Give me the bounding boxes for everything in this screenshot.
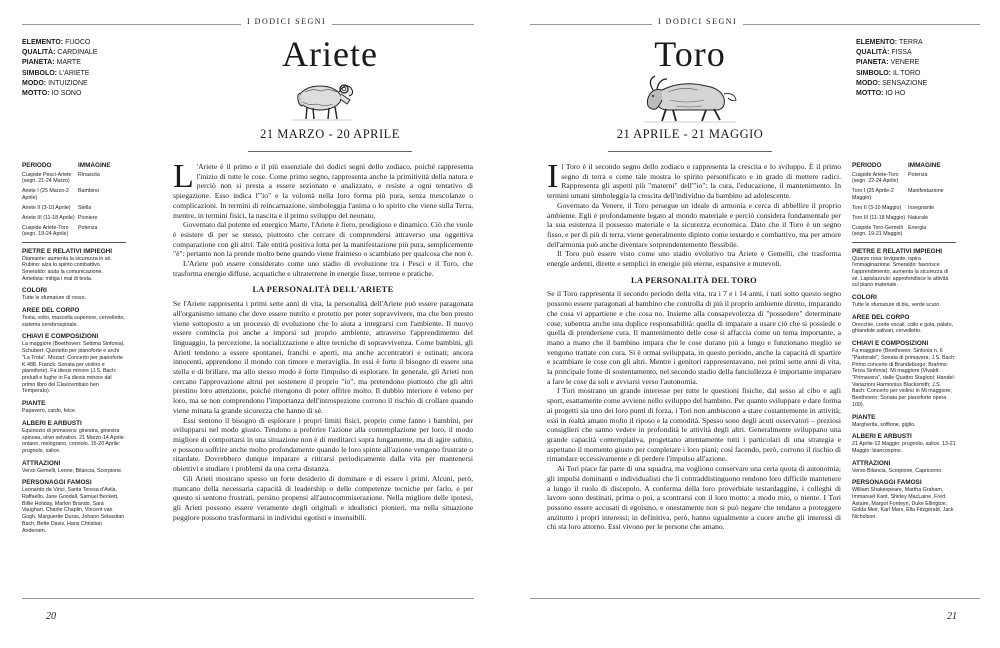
image-cell: Naturale	[908, 214, 929, 221]
sidebar-heading: PIETRE E RELATIVI IMPIEGHI	[852, 247, 943, 255]
sidebar-text: Equinozio di primavera: ginestra, ginestra spinosa, olivo selvatico. 21 Marzo-14 Aprile: ontano, melograno, corniolo. 15-20 Aprile: prugnolo, salice.	[22, 427, 126, 454]
intro-paragraph: Il Toro è il secondo segno dello zodiaco e rappresenta la crescita e lo sviluppo. È il primo segno di terra e come tale mostra lo spirito personificato e in grado di mettere radici. Rappresenta gli aspetti più "materni" dell'"io": la cura, l'educazione, il mantenimento. In termini umani simboleggia la crescita dell'individuo da bambino ad adolescente.	[547, 158, 841, 201]
intro-paragraph: Il Toro può essere visto come uno stadio evolutivo tra Ariete e Gemelli, che trasforma energie ardenti, dirette e semplici in energie più eterne, espansive e mutevoli.	[547, 249, 841, 269]
attr-motto: MOTTO: IO SONO	[22, 90, 82, 98]
sidebar-heading: ATTRAZIONI	[852, 459, 891, 467]
bull-icon	[640, 72, 740, 124]
page-number: 20	[46, 611, 56, 622]
attr-planet: PIANETA: VENERE	[856, 59, 920, 67]
header-rule	[530, 24, 980, 25]
page-number: 21	[947, 611, 957, 622]
sign-title: Ariete	[282, 34, 378, 74]
sidebar-heading: AREE DEL CORPO	[852, 313, 910, 321]
right-body-text	[547, 158, 841, 532]
attr-element: ELEMENTO: TERRA	[856, 39, 923, 46]
image-header: IMMAGINE	[78, 162, 111, 169]
drop-cap: L	[173, 158, 194, 195]
attr-symbol: SIMBOLO: L'ARIETE	[22, 69, 90, 77]
body-paragraph: Essi sentono il bisogno di esplorare i propri limiti fisici, proprio come fanno i bambini, per svilupparsi nel modo giusto. Tendono a preferire l'azione alla contemplazione per loro, il modo migliore di comportarsi in una situazione non è di meditarci sopra lungamente, ma di agire subito, e possono soffrire anche molto profondamente quando le loro spinte all'azione vengono frustrate o ritardate. Dovrebbero dunque imparare a ritirarsi periodicamente dalla vita per mantenersi obiettivi e studiare i problemi da una certa distanza.	[173, 415, 473, 474]
image-cell: Bambino	[78, 188, 99, 195]
right-page	[500, 0, 1000, 648]
sidebar-text: Diamante: aumenta la sicurezza in sé. Rubino: alza lo spirito combattivo. Smeraldo: aiuta la comunicazione. Ametista: mitiga i mal di testa.	[22, 255, 112, 282]
image-cell: Manifestazione	[908, 188, 944, 195]
attr-motto: MOTTO: IO HO	[856, 90, 906, 98]
sidebar-heading: ALBERI E ARBUSTI	[852, 433, 912, 441]
sidebar-heading: PIETRE E RELATIVI IMPIEGHI	[22, 247, 113, 255]
sign-dates: 21 MARZO - 20 APRILE	[260, 127, 400, 141]
sidebar-text: Fa maggiore (Beethoven: Sinfonia n. 6 "Pastorale", Sonata di primavera; J.S. Bach: Primo concerto di Brandeburgo; Brahms: Terza Sinfonia). Mi maggiore (Vivaldi: "Primavera", dalle Quattro Stagioni; Handel: Variazioni Harmonius Blacksmith; J.S. Bach: Concerto per violino in Mi maggiore; Beethoven: Sonata per pianoforte opera 109).	[852, 348, 956, 408]
footer-rule	[530, 598, 980, 599]
sidebar-heading: ALBERI E ARBUSTI	[22, 419, 82, 427]
attr-planet: PIANETA: MARTE	[22, 59, 81, 67]
sidebar-text: La maggiore (Beethoven: Settima Sinfonia). Schubert: Quintetto per pianoforte e archi "La Trota". Mozart: Concerto per pianoforte K 488. Franck: Sonata per violino e pianoforte). Fa diesis minore (J.S. Bach: preludi e fughe in Fa diesis minore dal primo libro del Clavicembalo ben Temperato).	[22, 341, 125, 395]
body-paragraph: I Tori mostrano un grande interesse per tutte le questioni fisiche, dal sesso al cibo e agli sport, esattamente come avviene nello sviluppo del bambino. Per quanto sviluppare e dare forma ai progetti sia uno dei loro punti di forza, i Tori non ambiscono a stare costantemente in attività; essi in realtà amano molto il riposo e la comodità. Spesso sono degli acuti osservatori – preziosi consiglieri che sanno vedere in profondità le attività degli altri. Generalmente sviluppano una grande capacità contemplativa, progettano attentamente tutti i particolari di una strategia e aspettano il momento giusto per completare i loro piani; così facendo, però, corrono il rischio di rimandare eccessivamente e di perdere l'impulso all'azione.	[547, 386, 841, 464]
footer-rule	[22, 598, 474, 599]
section-heading: LA PERSONALITÀ DELL'ARIETE	[252, 285, 394, 295]
period-header: PERIODO	[852, 162, 882, 169]
body-paragraph: Gli Arieti mostrano spesso un forte desiderio di dominare e di essere i primi. Alcuni, però, mancano della necessaria capacità di leadership o delle competenze tecniche per farlo, e per questo si sentono frustrati, persino propensi all'autocommiserazione. Nella migliore delle ipotesi, gli Arieti possono essere veramente degli originali e idealistici pionieri, ma nella situazione peggiore possono trasformarsi in individui egotisti e insensibili.	[173, 473, 473, 522]
period-cell: Ariete I (25 Marzo-2 Aprile)	[22, 188, 69, 201]
sidebar-rule	[852, 242, 956, 243]
sidebar-text: Testa, volto, mascella superiore, cervelletto, sistema cerebrospinale.	[22, 315, 125, 328]
sidebar-text: Tutte le sfumature di blu, verde scuro.	[852, 302, 941, 309]
period-cell: Toro III (11-18 Maggio)	[852, 214, 906, 221]
image-cell: Potenza	[908, 171, 928, 178]
attr-quality: QUALITÀ: CARDINALE	[22, 49, 98, 57]
attr-quality: QUALITÀ: FISSA	[856, 49, 912, 57]
period-cell: Cuspide Toro-Gemelli (segn. 19-21 Maggio)	[852, 224, 903, 238]
image-cell: Stella	[78, 204, 92, 211]
attr-mode: MODO: SENSAZIONE	[856, 79, 928, 87]
sidebar-text: William Shakespeare, Martha Graham, Immanuel Kant, Shirley MacLaine, Fred Astaire, Margot Fonteyn, Duke Ellington, Golda Meir, Karl Marx, Ella Fitzgerald, Jack Nicholson.	[852, 487, 954, 521]
attr-symbol: SIMBOLO: IL TORO	[856, 69, 921, 77]
sidebar-text: Leonardo da Vinci, Santa Teresa d'Avila, Raffaello, Jane Goodall, Samuel Beckett, Billie Holiday, Marlon Brando, Sara Vaughan, Charlie Chaplin, Vincent van Gogh, Marguerite Duras, Johann Sebastian Bach, Bette Davis, Hans Christian Andersen.	[22, 487, 125, 534]
running-header: I DODICI SEGNI	[241, 17, 332, 26]
sidebar-heading: AREE DEL CORPO	[22, 307, 80, 315]
sidebar-heading: PERSONAGGI FAMOSI	[22, 479, 92, 487]
image-cell: Energia	[908, 224, 927, 231]
body-paragraph: Se l'Ariete rappresenta i primi sette anni di vita, la personalità dell'Ariete può essere paragonata all'organismo umano che deve essere nutrito e protetto per poter sopravvivere, ma che ben presto viene sottoposto a un processo di evoluzione che lo aiuta a integrarsi con l'ambiente. Il nuovo essere comincia poi anche a imporsi sul proprio ambiente, attraverso l'apprendimento del linguaggio, la percezione, la socializzazione e altre tecniche di sopravvivenza. Come bambini, gli Arieti tendono a essere spontanei, franchi e aperti, ma anche accentratori e ostinati; ancora innocenti, apprendono il mondo con timore e meraviglia. In essi è forte il bisogno di essere una stella e di brillare, ma allo stesso modo è forte l'impulso di esplorare. In generale, gli Arieti non cercano l'approvazione altrui per sostenere il proprio "io", ma pretendono piuttosto che gli altri prestino loro attenzione, poiché ritengono di poter offrire molto. Il dubbio interiore è veleno per loro, ma se non comprendono l'importanza dell'introspezione corrono il rischio di crollare quando viene minata la grande sicurezza che hanno di sé.	[173, 299, 473, 415]
sidebar-heading: CHIAVI E COMPOSIZIONI	[852, 340, 929, 348]
body-paragraph: Se il Toro rappresenta il secondo periodo della vita, tra i 7 e i 14 anni, i nati sotto questo segno possono essere paragonati al bambino che controlla di più il proprio ambiente diretto, imparando che cosa vi appartiene e che cosa no. Insieme alla consapevolezza di "possedere" determinate cose, subentra anche una duplice responsabilità: quella di imparare a usare ciò che si possiede e quella di prendersene cura. Il mantenimento delle cose si affaccia come un tema importante, a mano a mano che il bambino impara che le cose durano più a lungo e funzionano meglio se vengono trattate con cura. Si è ormai sviluppata, in questo periodo, anche la capacità di spartire e scambiare le cose con gli altri. Mentre i genitori rappresentavano, nei primi sette anni di vita, la principale fonte di sostentamento, nel secondo stadio della fanciullezza è importante imparare a fare le cose da soli e avviarsi verso l'autonomia.	[547, 289, 841, 386]
sidebar-text: 21 Aprile-12 Maggio: prugnolo, salice. 13-21 Maggio: biancospino.	[852, 441, 956, 454]
sign-attributes	[856, 38, 927, 99]
sidebar-heading: ATTRAZIONI	[22, 459, 61, 467]
sidebar-heading: COLORI	[22, 287, 47, 295]
sidebar-text: Verso Bilancia, Scorpione, Capricorno.	[852, 467, 943, 474]
image-cell: Pioniere	[78, 214, 98, 221]
sidebar-heading: CHIAVI E COMPOSIZIONI	[22, 333, 99, 341]
sign-attributes	[22, 38, 97, 99]
period-cell: Cuspide Ariete-Toro (segn. 19-24 Aprile)	[22, 224, 69, 238]
sidebar-text: Verso Gemelli, Leone, Bilancia, Scorpione.	[22, 467, 123, 474]
image-cell: Rinascita	[78, 171, 100, 178]
sidebar-text: Orecchie, corde vocali, collo e gola, palato, ghiandole salivari, cervelletto.	[852, 321, 953, 335]
section-heading: LA PERSONALITÀ DEL TORO	[631, 275, 757, 285]
intro-paragraph: Governato da Venere, il Toro persegue un ideale di armonia e cerca di abbellire il proprio ambiente. Egli è profondamente legato al mondo materiale e perciò considera fondamentale per la sua esistenza il possesso materiale e la sicurezza economica. Dato che il Toro è un segno fisso, e per di più di terra, viene generalmente dipinto come testardo e combattivo, ma per amore dell'armonia può anche diventare sorprendentemente flessibile.	[547, 200, 841, 249]
period-header: PERIODO	[22, 162, 52, 169]
body-paragraph: Ai Tori piace far parte di una squadra, ma vogliono conservare una certa quota di autonomia; gli impulsi dominanti e individualisti che li contraddistinguono rendono loro difficile mantenere a lungo il ruolo di discepolo. A conferma della loro proverbiale testardaggine, i colleghi di lavoro sono destinati, prima o poi, a scontrarsi con il loro motto: a modo mio, o niente. I Tori possono essere accusati di egoismo, e onestamente non si può negare che tendano a proteggere anzitutto i propri interessi; in definitiva, però, hanno ugualmente a cuore anche gli interessi di chi sta loro attorno. Essi vivono per le persone che amano.	[547, 464, 841, 532]
sidebar-heading: PERSONAGGI FAMOSI	[852, 479, 922, 487]
sidebar-text: Quarzo rosa: levigante, ispira l'immaginazione. Smeraldo: favorisce l'apprendimento, aumenta la sicurezza di sé. Lapislazzulo: approfondisce le attività sul piano materiale.	[852, 255, 949, 289]
attr-element: ELEMENTO: FUOCO	[22, 39, 91, 46]
dates-rule	[608, 151, 772, 152]
intro-paragraph: L 'Ariete è il primo e il più essenziale dei dodici segni dello zodiaco, poiché rappresenta l'inizio di tutte le cose. Come primo segno, rappresenta anche la primitività della natura e perciò non si presta a essere sezionato e analizzato, e resiste a ogni tentativo di spiegazione. Esso indica l'"io" e la volontà nella loro forma più pura, senza mescolanze o complicazioni. In termini di reincarnazione, simboleggia l'anima o lo spirito che viene sulla Terra, mentre, in termini fisici, la nascita e il primo sviluppo del neonato.	[173, 158, 473, 220]
image-cell: Insegnante	[908, 204, 935, 211]
image-cell: Potenza	[78, 224, 98, 231]
running-header: I DODICI SEGNI	[652, 17, 743, 26]
drop-cap: I	[547, 158, 559, 195]
period-cell: Toro II (3-10 Maggio)	[852, 204, 902, 211]
left-sidebar	[22, 162, 126, 534]
attr-mode: MODO: INTUIZIONE	[22, 79, 88, 87]
sidebar-heading: PIANTE	[852, 413, 876, 421]
left-body-text	[173, 158, 473, 522]
sign-dates: 21 APRILE - 21 MAGGIO	[616, 127, 764, 141]
sidebar-text: Tutte le sfumature di rosso.	[22, 295, 86, 302]
sidebar-text: Papavero, cardo, felce.	[22, 408, 77, 415]
period-table	[852, 162, 956, 240]
sidebar-text: Margherita, soffione, giglio.	[852, 421, 916, 428]
sidebar-rule	[22, 242, 126, 243]
dates-rule	[248, 151, 412, 152]
sidebar-heading: PIANTE	[22, 400, 46, 408]
period-cell: Cuspide Ariete-Toro (segn. 22-24 Aprile)	[852, 171, 899, 185]
intro-paragraph: Governato dal potente ed energico Marte, l'Ariete è fiero, prodigioso e dinamico. Ciò che vuole è esistere di per se stesso, piuttosto che cercare di comprendersi attraverso una oggettiva comparazione con gli altri. Tale entità positiva lotta per la manifestazione più pura, semplicemente "è": pertanto non la prende molto bene quando viene frainteso o scambiato per qualcosa che non è.	[173, 220, 473, 259]
period-table	[22, 162, 126, 240]
sidebar-heading: COLORI	[852, 294, 877, 302]
ram-icon	[287, 72, 357, 122]
period-cell: Ariete II (3-10 Aprile)	[22, 204, 71, 211]
image-header: IMMAGINE	[908, 162, 941, 169]
period-cell: Cuspide Pesci-Ariete (segn. 21-24 Marzo)	[22, 171, 72, 185]
period-cell: Ariete III (11-18 Aprile)	[22, 214, 75, 221]
intro-paragraph: L'Ariete può essere considerato come uno stadio di evoluzione tra i Pesci e il Toro, che trasforma energie diffuse, acquatiche e ultraterrene in energie fisse, terrene e pratiche.	[173, 259, 473, 278]
period-cell: Toro I (25 Aprile-2 Maggio)	[852, 188, 894, 201]
sign-title: Toro	[654, 34, 726, 74]
right-sidebar	[852, 162, 956, 521]
